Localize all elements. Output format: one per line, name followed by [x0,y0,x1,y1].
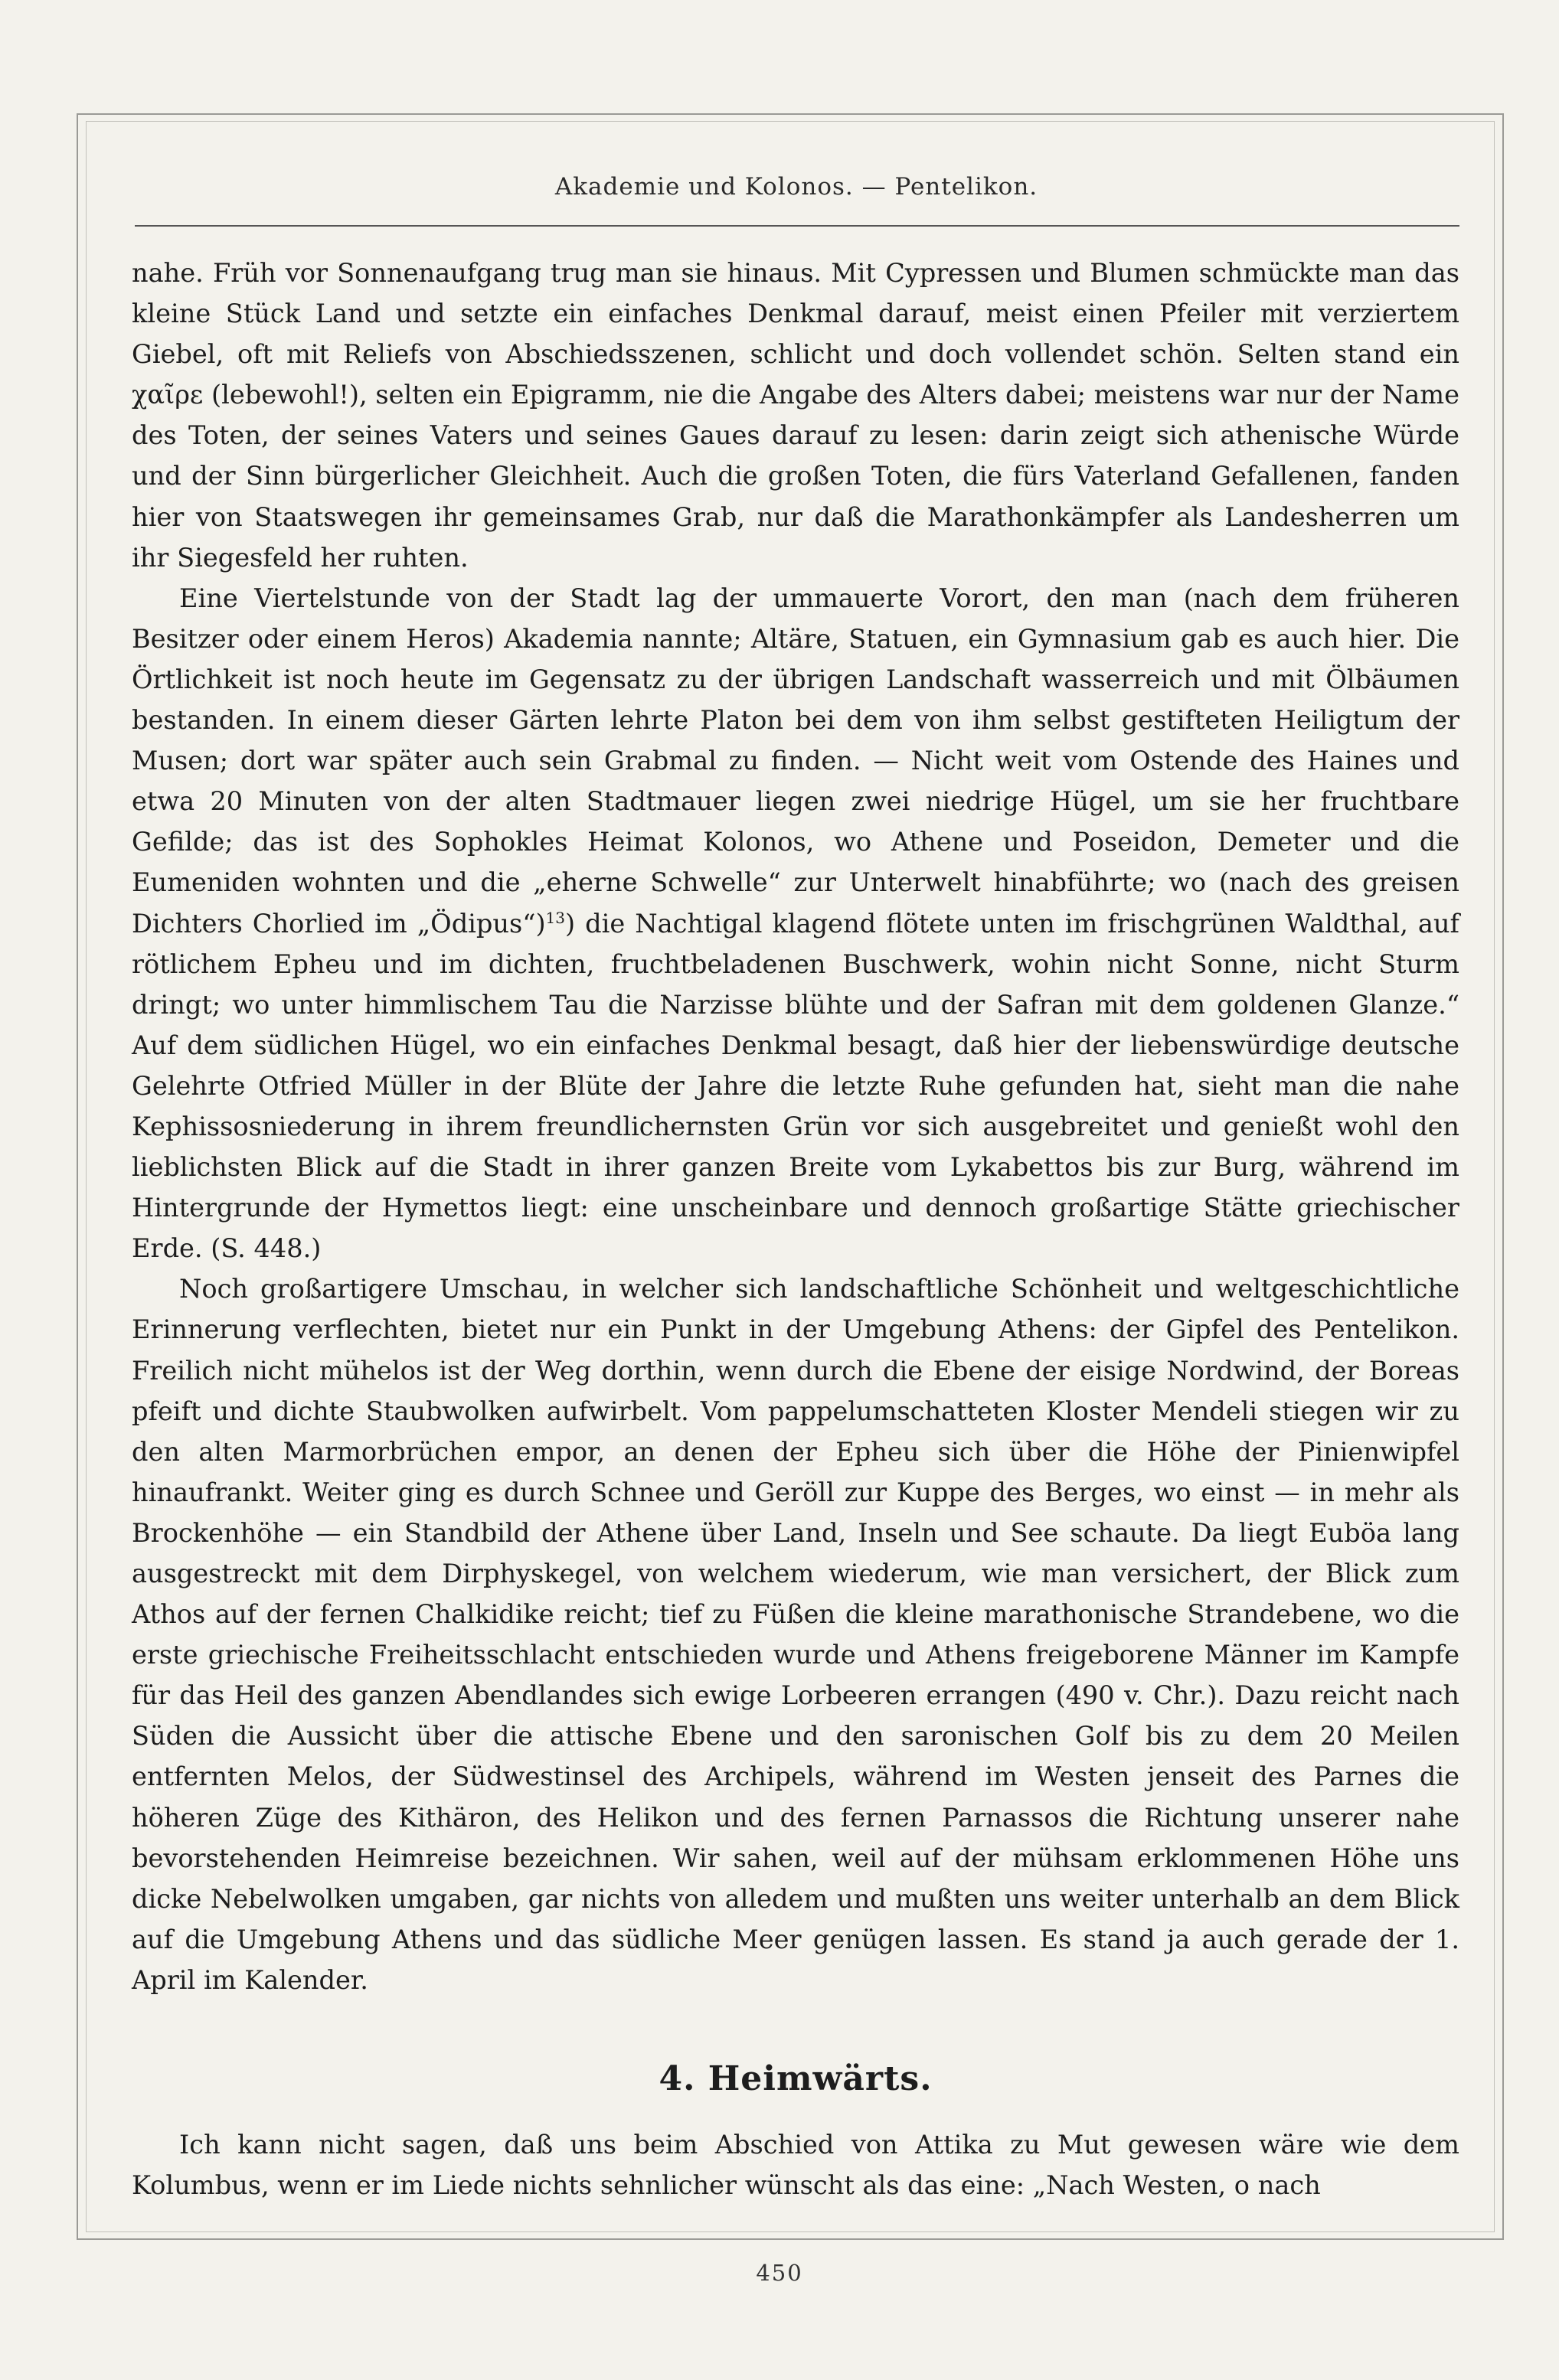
paragraph-2-part-a: Eine Viertelstunde von der Stadt lag der ummauerte Vorort, den man (nach dem früheren Besitzer oder einem Heros) Akademia nannte; Altäre, Statuen, ein Gymnasium gab es auch hier. Die Örtlichkeit ist noch heute im Gegensatz zu der übrigen Landschaft wasserreich und mit Ölbäumen bestanden. In einem dieser Gärten lehrte Platon bei dem von ihm selbst gestifteten Heiligtum der Musen; dort war später auch sein Grabmal zu finden. — Nicht weit vom Ostende des Haines und etwa 20 Minuten von der alten Stadtmauer liegen zwei niedrige Hügel, um sie her fruchtbare Gefilde; das ist des Sophokles Heimat Kolonos, wo Athene und Poseidon, Demeter und die Eumeniden wohnten und die „eherne Schwelle“ zur Unterwelt hinabführte; wo (nach des greisen Dichters Chorlied im „Ödipus“) [132,583,1459,939]
header-rule [135,225,1459,227]
main-text [132,253,1459,2000]
page-number: 450 [756,2260,803,2286]
section-paragraph-1: Ich kann nicht sagen, daß uns beim Abschied von Attika zu Mut gewesen wäre wie dem Kolumbus, wenn er im Liede nichts sehnlicher wünscht als das eine: „Nach Westen, o nach [132,2130,1459,2200]
running-head: Akademie und Kolonos. — Pentelikon. [554,173,1038,201]
section-text [132,2124,1459,2205]
footnote-marker: 13 [545,908,565,927]
paragraph-2: Eine Viertelstunde von der Stadt lag der ummauerte Vorort, den man (nach dem früheren Besitzer oder einem Heros) Akademia nannte; Altäre, Statuen, ein Gymnasium gab es auch hier. Die Örtlichkeit ist noch heute im Gegensatz zu der übrigen Landschaft wasserreich und mit Ölbäumen bestanden. In einem dieser Gärten lehrte Platon bei dem von ihm selbst gestifteten Heiligtum der Musen; dort war später auch sein Grabmal zu finden. — Nicht weit vom Ostende des Haines und etwa 20 Minuten von der alten Stadtmauer liegen zwei niedrige Hügel, um sie her fruchtbare Gefilde; das ist des Sophokles Heimat Kolonos, wo Athene und Poseidon, Demeter und die Eumeniden wohnten und die „eherne Schwelle“ zur Unterwelt hinabführte; wo (nach des greisen Dichters Chorlied im „Ödipus“)$^{13}$) die Nachtigal klagend flötete unten im frischgrünen Waldthal, auf rötlichem Epheu und im dichten, fruchtbeladenen Buschwerk, wohin nicht Sonne, nicht Sturm dringt; wo unter himmlischem Tau die Narzisse blühte und der Safran mit dem goldenen Glanze.“ Auf dem südlichen Hügel, wo ein einfaches Denkmal besagt, daß hier der liebenswürdige deutsche Gelehrte Otfried Müller in der Blüte der Jahre die letzte Ruhe gefunden hat, sieht man die nahe Kephissosniederung in ihrem freundlichernsten Grün vor sich ausgebreitet und genießt wohl den lieblichsten Blick auf die Stadt in ihrer ganzen Breite vom Lykabettos bis zur Burg, während im Hintergrunde der Hymettos liegt: eine unscheinbare und dennoch großartige Stätte griechischer Erde. (S. 448.) [132,583,1459,1264]
section-heading: 4. Heimwärts. [659,2059,933,2098]
paragraph-2-part-b: die Nachtigal klagend flötete unten im frischgrünen Waldthal, auf rötlichem Epheu und im dichten, fruchtbeladenen Buschwerk, wohin nicht Sonne, nicht Sturm dringt; wo unter himmlischem Tau die Narzisse blühte und der Safran mit dem goldenen Glanze.“ Auf dem südlichen Hügel, wo ein einfaches Denkmal besagt, daß hier der liebenswürdige deutsche Gelehrte Otfried Müller in der Blüte der Jahre die letzte Ruhe gefunden hat, sieht man die nahe Kephissosniederung in ihrem freundlichernsten Grün vor sich ausgebreitet und genießt wohl den lieblichsten Blick auf die Stadt in ihrer ganzen Breite vom Lykabettos bis zur Burg, während im Hintergrunde der Hymettos liegt: eine unscheinbare und dennoch großartige Stätte griechischer Erde. (S. 448.) [132,908,1459,1264]
paragraph-1: nahe. Früh vor Sonnenaufgang trug man sie hinaus. Mit Cypressen und Blumen schmückte man das kleine Stück Land und setzte ein einfaches Denkmal darauf, meist einen Pfeiler mit verziertem Giebel, oft mit Reliefs von Abschiedsszenen, schlicht und doch vollendet schön. Selten stand ein χαῖρε (lebewohl!), selten ein Epigramm, nie die Angabe des Alters dabei; meistens war nur der Name des Toten, der seines Vaters und seines Gaues darauf zu lesen: darin zeigt sich athenische Würde und der Sinn bürgerlicher Gleichheit. Auch die großen Toten, die fürs Vaterland Gefallenen, fanden hier von Staatswegen ihr gemeinsames Grab, nur daß die Marathonkämpfer als Landesherren um ihr Siegesfeld her ruhten. [132,258,1459,573]
paragraph-3: Noch großartigere Umschau, in welcher sich landschaftliche Schönheit und weltgeschichtliche Erinnerung verflechten, bietet nur ein Punkt in der Umgebung Athens: der Gipfel des Pentelikon. Freilich nicht mühelos ist der Weg dorthin, wenn durch die Ebene der eisige Nordwind, der Boreas pfeift und dichte Staubwolken aufwirbelt. Vom pappelumschatteten Kloster Mendeli stiegen wir zu den alten Marmorbrüchen empor, an denen der Epheu sich über die Höhe der Pinienwipfel hinaufrankt. Weiter ging es durch Schnee und Geröll zur Kuppe des Berges, wo einst — in mehr als Brockenhöhe — ein Standbild der Athene über Land, Inseln und See schaute. Da liegt Euböa lang ausgestreckt mit dem Dirphyskegel, von welchem wiederum, wie man versichert, der Blick zum Athos auf der fernen Chalkidike reicht; tief zu Füßen die kleine marathonische Strandebene, wo die erste griechische Freiheitsschlacht entschieden wurde und Athens freigeborene Männer im Kampfe für das Heil des ganzen Abendlandes sich ewige Lorbeeren errangen (490 v. Chr.). Dazu reicht nach Süden die Aussicht über die attische Ebene und den saronischen Golf bis zu dem 20 Meilen entfernten Melos, der Südwestinsel des Archipels, während im Westen jenseit des Parnes die höheren Züge des Kithäron, des Helikon und des fernen Parnassos die Richtung unserer nahe bevorstehenden Heimreise bezeichnen. Wir sahen, weil auf der mühsam erklommenen Höhe uns dicke Nebelwolken umgaben, gar nichts von alledem und mußten uns weiter unterhalb an dem Blick auf die Umgebung Athens und das südliche Meer genügen lassen. Es stand ja auch gerade der 1. April im Kalender. [132,1274,1459,1995]
